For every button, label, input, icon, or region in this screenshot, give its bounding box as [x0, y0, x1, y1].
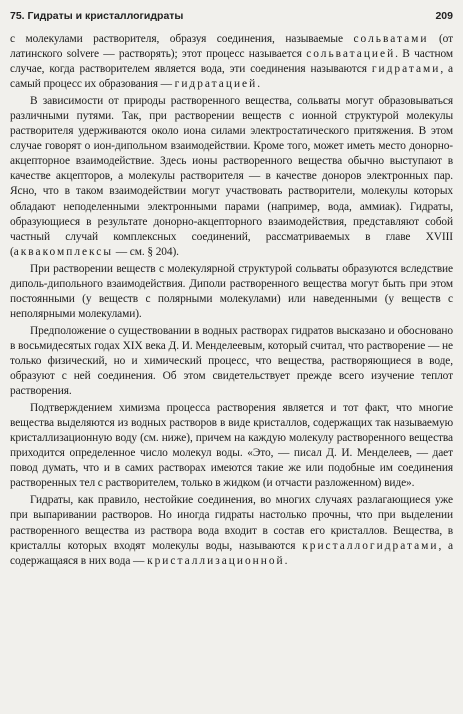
paragraph-1: с молекулами растворителя, образуя соединения, называемые сольватами (от латинского solvere — растворять); этот процесс называется сольватацией. В частном случае, когда растворителем является вода, эти соединения называются гидратами, а самый процесс их образования — гидратацией.: [10, 33, 454, 91]
body-text: [10, 32, 453, 571]
term-solvates: сольватами: [353, 33, 429, 45]
paragraph-3: При растворении веществ с молекулярной структурой сольваты образуются вследствие диполь-дипольного взаимодействия. Диполи растворенного вещества могут быть при этом постоянными (у веществ с полярными молекулами) или наведенными (у веществ с неполярными молекулами).: [10, 262, 453, 320]
term-crystallization: кристаллизационной: [147, 554, 285, 567]
page-number: 209: [435, 10, 453, 22]
section-title: 75. Гидраты и кристаллогидраты: [10, 10, 184, 22]
term-hydrates: гидратами: [371, 63, 441, 76]
paragraph-6: Гидраты, как правило, нестойкие соединения, во многих случаях разлагающиеся уже при выпаривании растворов. Но иногда гидраты настолько прочны, что при выделении растворенного вещества из раствора вода входит в состав его кристаллов. Вещества, в кристаллы которых входят молекулы воды, называются кристаллогидратами, а содержащаяся в них вода — кристаллизационной.: [10, 494, 454, 567]
term-solvation: сольватацией: [306, 48, 396, 61]
paragraph-4: Предположение о существовании в водных растворах гидратов высказано и обосновано в восьмидесятых годах XIX века Д. И. Менделеевым, который считал, что растворение — не только физический, но и химический процесс, что вещества, растворяющиеся в воде, образуют с ней соединения. Об этом свидетельствует прежде всего изучение теплот растворения.: [10, 324, 453, 398]
term-crystallohydrates: кристаллогидратами: [302, 539, 439, 552]
running-header: [10, 6, 453, 26]
term-aquacomplexes: аквакомплексы: [13, 245, 114, 258]
paragraph-5: Подтверждением химизма процесса растворения является и тот факт, что многие вещества выделяются из водных растворов в виде кристаллов, содержащих так называемую кристаллизационную воду (см. ниже), причем на каждую молекулу растворенного вещества приходится определенное число молекул воды. «Это, — писал Д. И. Менделеев, — дает повод думать, что и в самих растворах имеются такие же или подобные им соединения растворенных тел с растворителем, только в жидком (и отчасти разложенном) виде».: [10, 402, 453, 490]
term-hydration: гидратацией: [174, 78, 258, 91]
paragraph-2: В зависимости от природы растворенного вещества, сольваты могут образовываться различными путями. Так, при растворении веществ с ионной структурой молекулы растворителя удерживаются около иона силами электростатического притяжения. В этом случае говорят о ион-дипольном взаимодействии. Кроме того, может иметь место донорно-акцепторное взаимодействие. Здесь ионы растворенного вещества обычно выступают в качестве акцепторов, а молекулы растворителя — в качестве доноров электронных пар. Ясно, что в таком взаимодействии могут участвовать растворители, молекулы которых обладают неподеленными электронными парами (например, вода, аммиак). Гидраты, образующиеся в результате донорно-акцепторного взаимодействия, представляют собой частный случай комплексных соединений, рассматриваемых в главе XVIII (аквакомплексы — см. § 204).: [10, 95, 453, 258]
